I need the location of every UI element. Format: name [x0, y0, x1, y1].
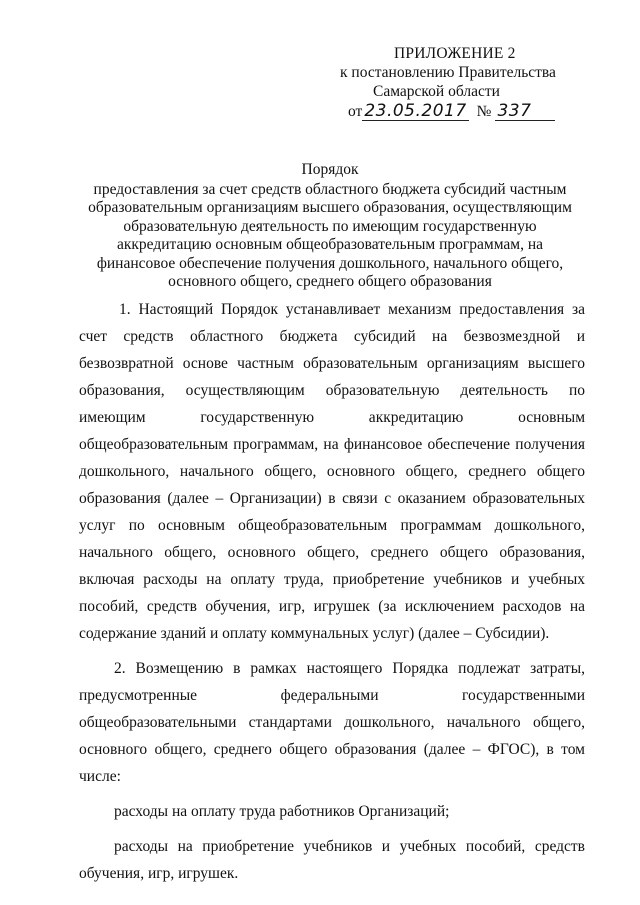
- date-prefix: от: [348, 103, 363, 120]
- document-body: [79, 296, 585, 887]
- title-line: аккредитацию основным общеобразовательным программам, на: [116, 236, 544, 253]
- paragraph-textbook-costs: расходы на приобретение учебников и учебных пособий, средств обучения, игр, игрушек.: [79, 838, 585, 882]
- paragraph-labor-costs: расходы на оплату труда работников Организаций;: [114, 803, 450, 820]
- appendix-block: [318, 44, 618, 121]
- paragraph-2: 2. Возмещению в рамках настоящего Порядка подлежат затраты, предусмотренные федеральными государственными общеобразовательными стандартами дошкольного, начального общего, основного общего, среднего общего образования (далее – ФГОС), в том числе:: [79, 660, 585, 785]
- appendix-region-line: Самарской области: [373, 83, 500, 100]
- appendix-date-row: [318, 102, 618, 121]
- handwritten-number: 337: [495, 103, 555, 121]
- paragraph-1: 1. Настоящий Порядок устанавливает механизм предоставления за счет средств областного бюджета субсидий на безвозмездной и безвозвратной основе частным образовательным организациям высшего образования, осуществляющим образовательную деятельность по имеющим государственную аккредитацию основным общеобразовательным программам, на финансовое обеспечение получения дошкольного, начального общего, основного общего, среднего общего образования (далее – Организации) в связи с оказанием образовательных услуг по основным общеобразовательным программам дошкольного, начального общего, основного общего, среднего общего образования, включая расходы на оплату труда, приобретение учебников и учебных пособий, средств обучения, игр, игрушек (за исключением расходов на содержание зданий и оплату коммунальных услуг) (далее – Субсидии).: [79, 301, 585, 642]
- title-line: образовательным организациям высшего образования, осуществляющим: [88, 199, 572, 216]
- title-line: предоставления за счет средств областного бюджета субсидий частным: [93, 180, 567, 198]
- title-main: Порядок: [301, 161, 359, 178]
- title-line: образовательную деятельность по имеющим государственную: [123, 217, 537, 235]
- title-line: финансовое обеспечение получения дошкольного, начального общего,: [96, 254, 564, 272]
- handwritten-date: 23.05.2017: [364, 101, 467, 121]
- appendix-resolution-line: к постановлению Правительства: [340, 64, 556, 81]
- number-sign: №: [476, 103, 492, 120]
- appendix-title: ПРИЛОЖЕНИЕ 2: [394, 45, 516, 62]
- document-title: [60, 161, 600, 292]
- title-line: основного общего, среднего общего образования: [168, 273, 492, 290]
